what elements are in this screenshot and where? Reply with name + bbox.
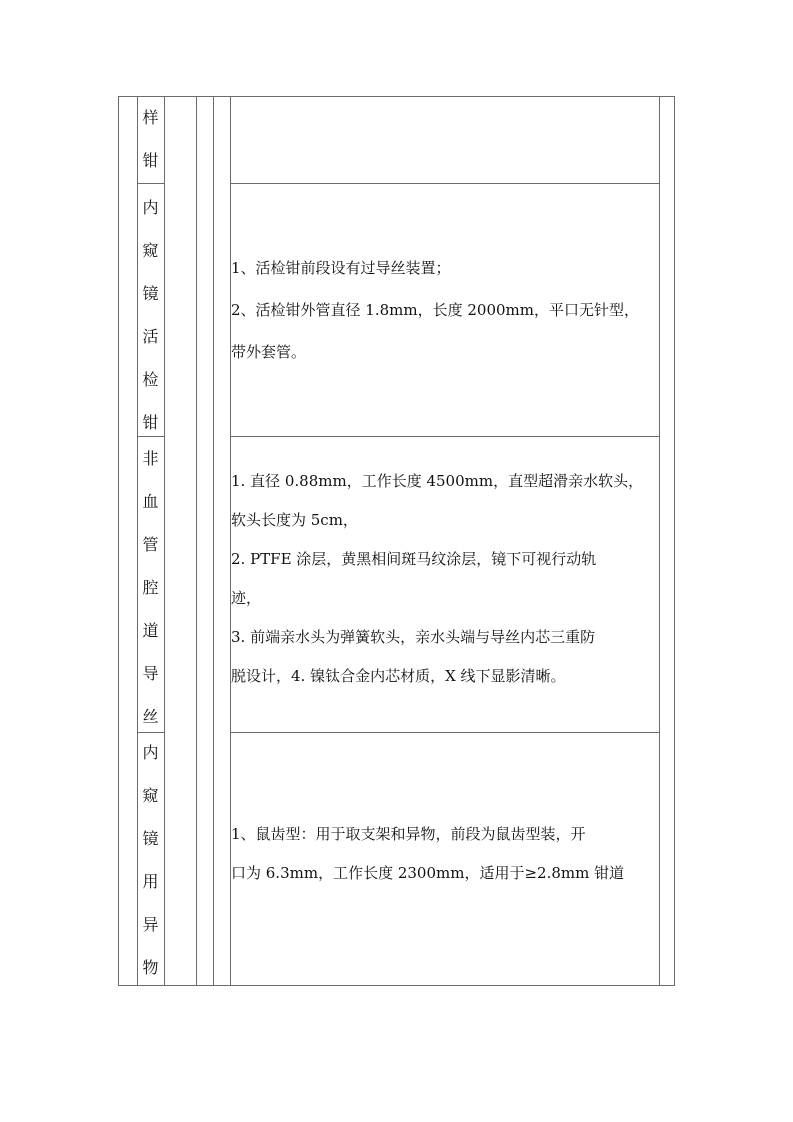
item-name-char: 管 (142, 535, 159, 554)
table-column-divider (659, 96, 660, 986)
item-name-char: 钳 (142, 413, 159, 432)
description-line: 软头长度为 5cm， (231, 511, 358, 529)
description-line: 带外套管。 (231, 343, 307, 361)
item-name-char: 钳 (142, 151, 159, 170)
description-line: 1、活检钳前段设有过导丝装置； (231, 259, 451, 277)
description-line: 口为 6.3mm，工作长度 2300mm，适用于≥2.8mm 钳道 (231, 864, 625, 882)
item-name-char: 镜 (142, 829, 159, 848)
description-line: 2. PTFE 涂层，黄黑相间斑马纹涂层，镜下可视行动轨 (231, 550, 597, 568)
item-name-char: 用 (142, 872, 159, 891)
item-name-char: 血 (142, 492, 159, 511)
description-line: 1、鼠齿型：用于取支架和异物，前段为鼠齿型装，开 (231, 825, 586, 843)
table-border-top (118, 96, 675, 97)
item-name-char: 检 (142, 370, 159, 389)
item-name-char: 导 (142, 664, 159, 683)
table-column-divider (196, 96, 197, 986)
name-row-divider (137, 732, 164, 733)
table-border-bottom (118, 985, 675, 986)
item-description-cell (231, 827, 659, 881)
table-border-right (674, 96, 675, 986)
desc-row-divider (230, 436, 660, 437)
item-name-char: 丝 (142, 707, 159, 726)
item-name-char: 非 (142, 449, 159, 468)
desc-row-divider (230, 183, 660, 184)
table-column-divider (213, 96, 214, 986)
item-description-cell (231, 261, 659, 360)
spec-table (118, 96, 675, 986)
item-name-cell (137, 110, 164, 169)
item-name-char: 窥 (142, 241, 159, 260)
item-name-char: 内 (142, 743, 159, 762)
item-description-cell (231, 474, 659, 684)
item-name-cell (137, 451, 164, 725)
item-name-char: 样 (142, 108, 159, 127)
item-name-char: 物 (142, 958, 159, 977)
item-name-char: 内 (142, 198, 159, 217)
description-line: 2、活检钳外管直径 1.8mm，长度 2000mm，平口无针型， (231, 301, 640, 319)
item-name-char: 窥 (142, 786, 159, 805)
description-line: 迹， (231, 589, 262, 607)
item-name-char: 镜 (142, 284, 159, 303)
name-row-divider (137, 183, 164, 184)
description-line: 3. 前端亲水头为弹簧软头，亲水头端与导丝内芯三重防 (231, 628, 596, 646)
item-name-cell (137, 200, 164, 431)
description-line: 1. 直径 0.88mm，工作长度 4500mm，直型超滑亲水软头， (231, 472, 644, 490)
description-line: 脱设计，4. 镍钛合金内芯材质，X 线下显影清晰。 (231, 667, 566, 685)
name-row-divider (137, 436, 164, 437)
table-border-left (118, 96, 119, 986)
table-column-divider (164, 96, 165, 986)
item-name-char: 腔 (142, 578, 159, 597)
item-name-cell (137, 745, 164, 976)
item-name-char: 道 (142, 621, 159, 640)
item-name-char: 异 (142, 915, 159, 934)
item-name-char: 活 (142, 327, 159, 346)
desc-row-divider (230, 732, 660, 733)
